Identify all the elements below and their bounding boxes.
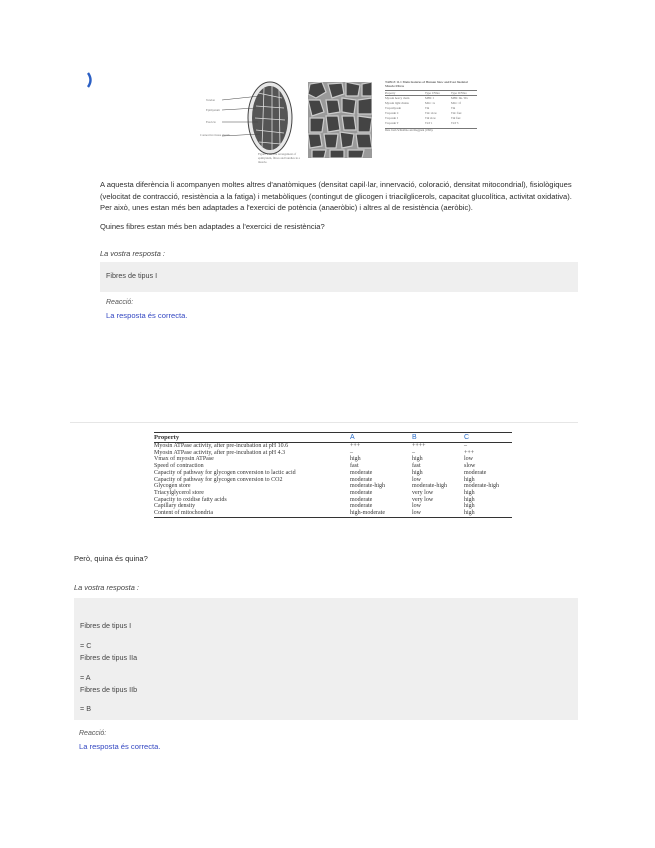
- column-c-header: C: [464, 434, 470, 441]
- answer2-line: = C: [80, 641, 92, 650]
- property-value-cell: high: [464, 503, 475, 510]
- property-row: [154, 490, 512, 497]
- property-row: [154, 483, 512, 490]
- property-value-cell: +++: [350, 443, 361, 449]
- property-value-cell: high: [412, 469, 423, 476]
- feedback-label-2: Reacció:: [79, 730, 107, 737]
- mini-table-cell: TnI slow: [425, 116, 436, 120]
- property-value-cell: –: [464, 443, 467, 449]
- diagram-label-fascicle: Fascicle: [206, 120, 216, 124]
- mini-table-cell: MLC 1s: [425, 101, 435, 105]
- figure-caption: Figure 14.3 The arrangement of epimysium, fibres and bundles in a muscle.: [258, 152, 300, 164]
- mini-table-cell: Tropomyosin: [385, 106, 402, 110]
- mini-table-cell: TnC slow: [425, 111, 437, 115]
- diagram-label-epimysium: Epimysium: [206, 108, 220, 112]
- property-value-cell: +++: [464, 449, 475, 456]
- property-name-cell: Glycogen store: [154, 483, 191, 490]
- mini-table-cell: Troponin T: [385, 121, 399, 125]
- mini-table-header-cell: Property: [385, 91, 396, 95]
- property-value-cell: moderate: [464, 469, 487, 476]
- property-value-cell: high: [464, 476, 475, 483]
- property-row: [154, 497, 512, 504]
- feedback-text-2: La resposta és correcta.: [79, 742, 161, 751]
- property-name-cell: Triacylglycerol store: [154, 489, 204, 496]
- property-value-cell: fast: [412, 463, 421, 470]
- property-value-cell: moderate-high: [350, 483, 385, 490]
- property-value-cell: fast: [350, 463, 359, 470]
- question-1: Quines fibres estan més ben adaptades a l'exercici de resistència?: [100, 222, 325, 231]
- your-answer-label-2: La vostra resposta :: [74, 583, 139, 592]
- page-divider: [70, 422, 578, 423]
- property-table-container: [154, 432, 512, 518]
- mini-table-footnote: Data from Schiaffino and Reggiani (1996).: [385, 129, 434, 132]
- answer2-line: = B: [80, 704, 91, 713]
- property-value-cell: –: [412, 449, 415, 456]
- property-value-cell: very low: [412, 489, 434, 496]
- your-answer-label: La vostra resposta :: [100, 249, 165, 258]
- answer-text-1: Fibres de tipus I: [106, 271, 158, 280]
- mini-table-header: [385, 91, 477, 95]
- mini-table-header-cell: Type II Fibre: [451, 91, 467, 95]
- property-value-cell: moderate-high: [464, 483, 499, 490]
- property-row: [154, 477, 512, 484]
- property-value-cell: moderate: [350, 476, 373, 483]
- property-row: [154, 470, 512, 477]
- property-value-cell: high: [412, 456, 423, 463]
- property-name-cell: Speed of contraction: [154, 463, 204, 470]
- answer2-line: Fibres de tipus I: [80, 621, 132, 630]
- mini-table-cell: Myosin heavy chain: [385, 96, 410, 100]
- answer2-line: = A: [80, 673, 91, 682]
- question-2: Però, quina és quina?: [74, 554, 148, 563]
- mini-table-cell: TnT 1: [425, 121, 433, 125]
- property-name-cell: Myosin ATPase activity, after pre-incubation at pH 4.3: [154, 449, 286, 456]
- property-name-cell: Capacity to oxidise fatty acids: [154, 496, 227, 503]
- property-value-cell: high: [464, 496, 475, 503]
- property-value-cell: high: [350, 456, 361, 463]
- property-value-cell: low: [412, 503, 421, 510]
- nav-arrow-icon[interactable]: [86, 72, 94, 88]
- muscle-micrograph: [308, 82, 372, 158]
- property-value-cell: moderate: [350, 489, 373, 496]
- property-value-cell: moderate: [350, 496, 373, 503]
- mini-table-cell: Troponin I: [385, 116, 398, 120]
- mini-table-header-cell: Type I Fibre: [425, 91, 440, 95]
- property-name-cell: Myosin ATPase activity, after pre-incubation at pH 10.6: [154, 443, 289, 449]
- mini-table-title: TABLE 11.1 Main features of Human Slow and Fast Skeletal Muscle Fibres: [385, 80, 468, 88]
- mini-table-cell: TnC fast: [451, 111, 462, 115]
- property-value-cell: slow: [464, 463, 476, 470]
- property-name-cell: Capacity of pathway for glycogen conversion to CO2: [154, 476, 283, 483]
- diagram-label-tendon: Tendon: [206, 98, 215, 102]
- property-row: [154, 463, 512, 470]
- answer2-line: Fibres de tipus IIb: [80, 685, 138, 694]
- property-value-cell: moderate-high: [412, 483, 447, 490]
- property-table-header: [154, 433, 512, 443]
- mini-table-cell: MHC IIa / IIx: [451, 96, 468, 100]
- column-a-header: A: [350, 434, 355, 441]
- mini-table-row: [385, 121, 477, 126]
- answer-box-2: [74, 598, 578, 720]
- mini-table-cell: Tm: [451, 106, 456, 110]
- property-value-cell: moderate: [350, 469, 373, 476]
- mini-table-cell: MLC 1f: [451, 101, 461, 105]
- feedback-text: La resposta és correcta.: [106, 311, 188, 320]
- mini-table-cell: Tm: [425, 106, 430, 110]
- property-value-cell: low: [412, 476, 421, 483]
- mini-table-cell: TnT 3: [451, 121, 459, 125]
- diagram-label-sheath: Connective tissue sheath: [200, 133, 230, 137]
- property-value-cell: ++++: [412, 443, 426, 449]
- property-value-cell: high: [464, 489, 475, 496]
- property-name-cell: Content of mitochondria: [154, 510, 213, 517]
- mini-table-cell: Myosin light chains: [385, 101, 409, 105]
- property-value-cell: low: [412, 510, 421, 517]
- mini-table-cell: MHC I: [425, 96, 434, 100]
- property-value-cell: very low: [412, 496, 434, 503]
- property-value-cell: high-moderate: [350, 510, 385, 517]
- property-value-cell: –: [350, 449, 353, 456]
- property-row: [154, 456, 512, 463]
- property-row: [154, 510, 512, 517]
- property-table: [154, 432, 512, 518]
- property-row: [154, 443, 512, 450]
- property-name-cell: Capacity of pathway for glycogen conversion to lactic acid: [154, 469, 296, 476]
- mini-table-cell: TnI fast: [451, 116, 461, 120]
- mini-table-cell: Troponin C: [385, 111, 399, 115]
- feedback-label: Reacció:: [106, 299, 134, 306]
- column-b-header: B: [412, 434, 417, 441]
- property-value-cell: moderate: [350, 503, 373, 510]
- property-value-cell: high: [464, 510, 475, 517]
- answer2-line: Fibres de tipus IIa: [80, 653, 138, 662]
- property-header: Property: [154, 434, 180, 441]
- answer-box-1: [100, 262, 578, 292]
- fibre-type-mini-table: [385, 80, 477, 164]
- property-name-cell: Capillary density: [154, 503, 196, 510]
- paragraph-intro: A aquesta diferència li acompanyen moltes altres d'anatòmiques (densitat capil·lar, innervació, coloració, densitat mitocondrial), fisiològiques (velocitat de contracció, resistència a la fatiga) i metabòliques (contingut de glicogen i triacilglicerols, capacitat glucolítica, activitat oxidativa). Per això, unes estan més ben adaptades a l'exercici de potència (anaeròbic) i altres al de resistència (aeròbic).: [100, 180, 572, 213]
- property-value-cell: low: [464, 456, 473, 463]
- property-name-cell: Vmax of myosin ATPase: [154, 456, 214, 463]
